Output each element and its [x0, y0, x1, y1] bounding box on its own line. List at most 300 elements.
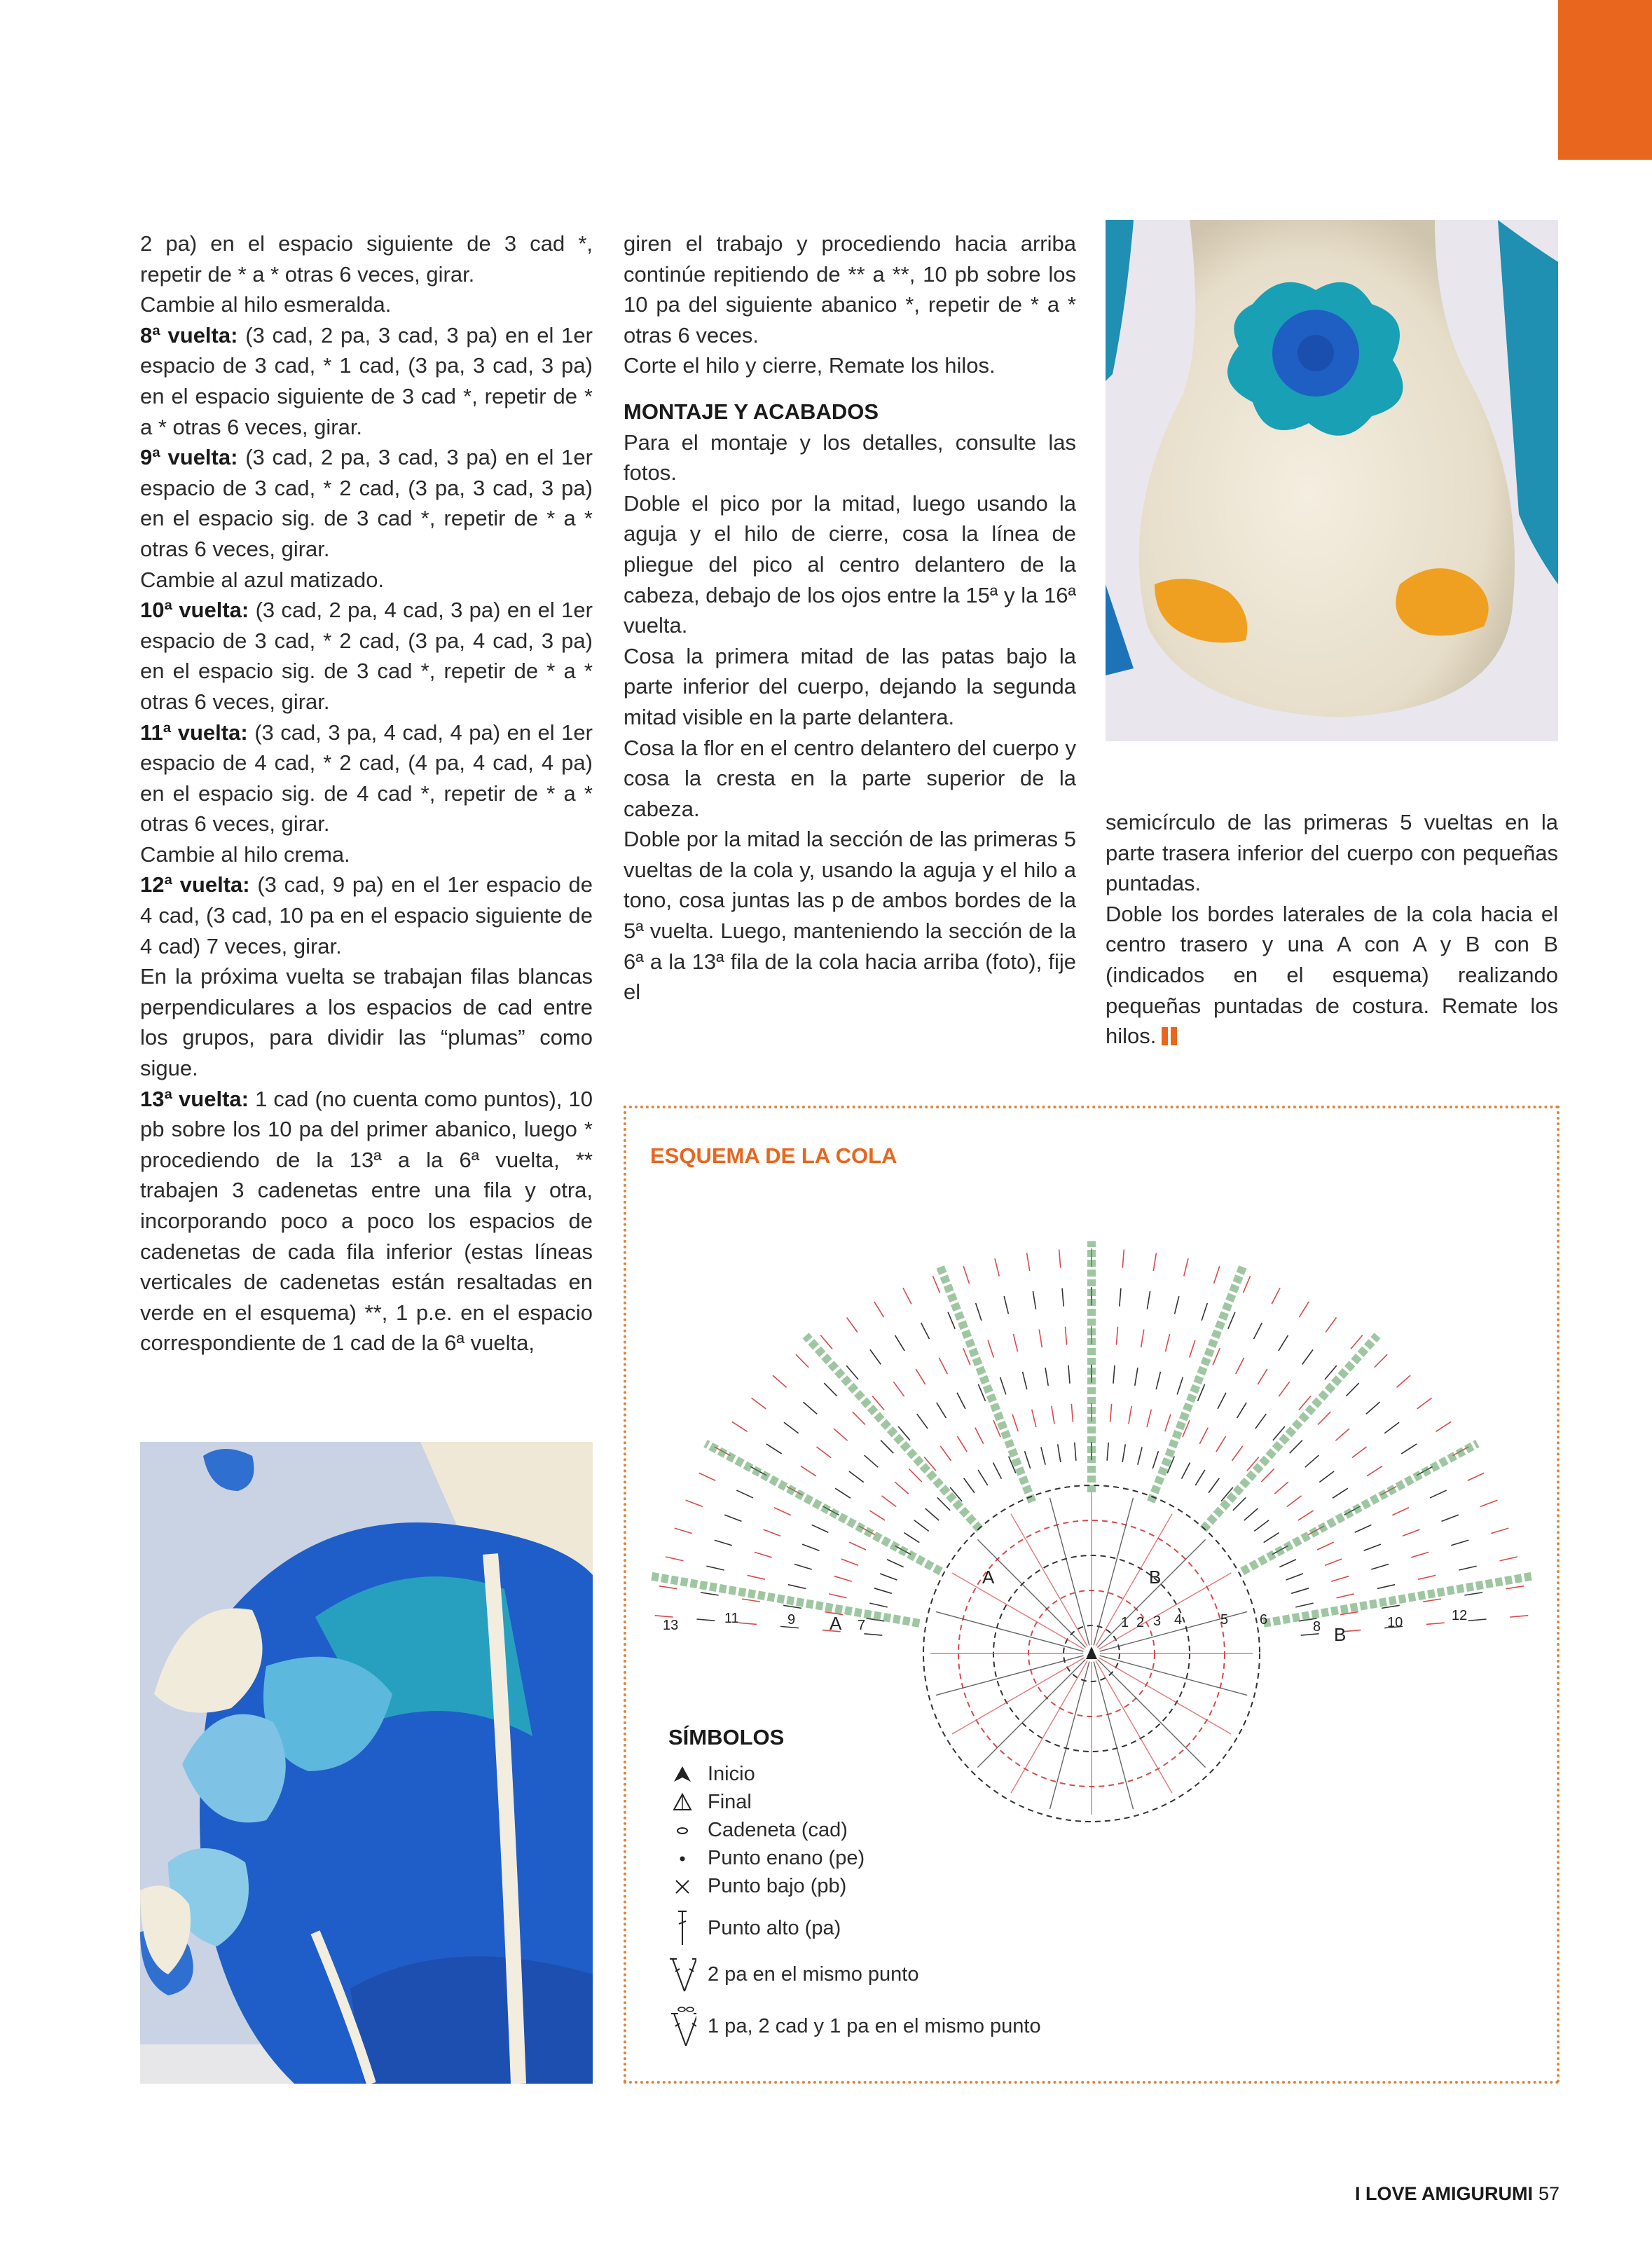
- stitch-mark: [742, 1599, 760, 1602]
- stitch-mark: [1279, 1382, 1289, 1396]
- chart-title: ESQUEMA DE LA COLA: [650, 1143, 897, 1168]
- stitch-mark: [1491, 1528, 1508, 1533]
- stitch-mark: [1004, 1296, 1008, 1314]
- stitch-mark: [921, 1323, 930, 1339]
- stitch-mark: [1401, 1444, 1417, 1454]
- stitch-mark: [824, 1383, 837, 1396]
- paragraph: [140, 961, 593, 1083]
- stitch-mark: [736, 1490, 753, 1498]
- stitch-mark: [869, 1603, 887, 1607]
- stitch-mark: [964, 1478, 975, 1493]
- stitch-mark: [1135, 1368, 1138, 1386]
- stitch-mark: [1468, 1473, 1485, 1480]
- stitch-mark: [706, 1566, 724, 1570]
- stitch-mark: [909, 1469, 921, 1482]
- text-column-1: [140, 228, 593, 1359]
- start-triangle-icon: [1086, 1646, 1097, 1659]
- stitch-mark: [675, 1528, 692, 1533]
- stitch-mark: [1254, 1520, 1269, 1532]
- chain-divider: [1151, 1265, 1244, 1502]
- row-number: 9: [787, 1612, 796, 1628]
- paragraph: [140, 289, 593, 320]
- stitch-mark: [1423, 1599, 1441, 1602]
- stitch-mark: [1331, 1576, 1349, 1581]
- stitch-mark: [874, 1302, 884, 1317]
- paragraph-text: Doble los bordes laterales de la cola hacia el centro trasero y una A con A y B con B (indicados en el esquema) realizando pequeñas puntadas de costura. Remate los hilos.: [1106, 901, 1558, 1049]
- legend-label: Cadeneta (cad): [708, 1818, 848, 1841]
- stitch-mark: [1116, 1327, 1117, 1345]
- stitch-mark: [1351, 1335, 1363, 1349]
- paragraph: [140, 320, 593, 442]
- paragraph-text: (3 cad, 2 pa, 3 cad, 3 pa) en el 1er espacio de 3 cad, * 1 cad, (3 pa, 3 cad, 3 pa) en el espacio siguiente de 3 cad *, repetir de * a * otras 6 veces, girar.: [140, 322, 593, 439]
- double-crochet-icon: [668, 1914, 696, 1942]
- stitch-mark: [1464, 1593, 1482, 1595]
- stitch-mark: [939, 1358, 947, 1374]
- shell-stitch-icon: [668, 2012, 696, 2040]
- stitch-mark: [784, 1422, 799, 1433]
- stitch-mark: [957, 1436, 967, 1452]
- paragraph-text: 1 cad (no cuenta como puntos), 10 pb sobre los 10 pa del primer abanico, luego * procediendo de la 13ª a la 6ª vuelta, ** trabajen 3 cadenetas entre una fila y otra, incorporando poco a poco los espacios de cadenetas de cada fila inferior (estas líneas verticales de cadenetas están resaltadas en verde en el esquema) **, 1 p.e. en el espacio correspondiente de 1 cad de la 6ª vuelta,: [140, 1086, 593, 1356]
- page-footer: [1355, 2183, 1560, 2205]
- stitch-mark: [696, 1619, 715, 1621]
- stitch-mark: [1052, 1406, 1054, 1424]
- stitch-mark: [1232, 1446, 1242, 1461]
- stitch-mark: [1295, 1603, 1313, 1607]
- stitch-mark: [1027, 1253, 1030, 1271]
- stitch-spoke: [936, 1656, 1084, 1695]
- stitch-mark: [1182, 1463, 1190, 1479]
- stitch-mark: [1510, 1616, 1528, 1617]
- legend-item: [668, 1788, 752, 1816]
- stitch-mark: [1375, 1354, 1387, 1367]
- paragraph: giren el trabajo y procediendo hacia arriba continúe repitiendo de ** a **, 10 pb sobre los 10 pa del siguiente abanico *, repetir de * a * otras 6 veces.: [624, 231, 1076, 348]
- legend-item: [668, 1816, 848, 1844]
- stitch-mark: [755, 1552, 772, 1557]
- legend-item: [668, 1914, 841, 1942]
- round-heading: 13ª vuelta:: [140, 1086, 249, 1111]
- stitch-mark: [764, 1529, 780, 1536]
- stitch-mark: [701, 1593, 719, 1595]
- stitch-mark: [1411, 1552, 1429, 1557]
- stitch-mark: [874, 1588, 892, 1593]
- stitch-mark: [788, 1585, 806, 1589]
- stitch-mark: [1318, 1412, 1330, 1424]
- stitch-mark: [880, 1574, 897, 1580]
- stitch-mark: [869, 1511, 885, 1520]
- stitch-mark: [864, 1634, 882, 1635]
- stitch-mark: [1377, 1585, 1395, 1589]
- stitch-mark: [914, 1520, 929, 1532]
- symbols-title: SÍMBOLOS: [668, 1725, 785, 1749]
- stitch-mark: [916, 1369, 925, 1384]
- paragraph-text: Cambie al azul matizado.: [140, 567, 385, 592]
- stitch-mark: [1325, 1559, 1342, 1565]
- paragraph-text: Cambie al hilo crema.: [140, 841, 350, 867]
- stitch-mark: [1305, 1455, 1319, 1467]
- stitch-mark: [774, 1508, 791, 1515]
- stitch-mark: [812, 1525, 829, 1532]
- stitch-mark: [1012, 1414, 1018, 1431]
- page-number: 57: [1538, 2183, 1560, 2204]
- stitch-mark: [1025, 1451, 1031, 1469]
- stitch-mark: [1352, 1447, 1367, 1458]
- join-letter: A: [830, 1613, 842, 1634]
- stitch-mark: [1147, 1410, 1151, 1427]
- stitch-mark: [1418, 1575, 1436, 1579]
- stitch-mark: [659, 1586, 677, 1589]
- stitch-mark: [849, 1471, 864, 1483]
- stitch-mark: [1165, 1334, 1169, 1352]
- photo-tail-closeup: [140, 1442, 593, 2084]
- legend-label: 1 pa, 2 cad y 1 pa en el mismo punto: [708, 2014, 1041, 2037]
- corner-color-tab: [1558, 0, 1652, 160]
- stitch-mark: [802, 1544, 819, 1550]
- stitch-mark: [940, 1446, 951, 1461]
- stitch-mark: [1442, 1515, 1459, 1521]
- stitch-mark: [1335, 1429, 1349, 1440]
- v-stitch-icon: [668, 1960, 696, 1988]
- stitch-mark: [1202, 1303, 1207, 1321]
- stitch-mark: [1243, 1276, 1250, 1293]
- magazine-name: I LOVE AMIGURUMI: [1354, 2183, 1533, 2204]
- stitch-mark: [1337, 1594, 1354, 1598]
- stitch-mark: [1480, 1500, 1497, 1506]
- row-number: 6: [1260, 1612, 1268, 1628]
- stitch-mark: [820, 1335, 832, 1349]
- round-heading: 11ª vuelta:: [140, 720, 248, 745]
- stitch-mark: [834, 1429, 848, 1440]
- stitch-mark: [1209, 1478, 1219, 1493]
- paragraph-text: 2 pa) en el espacio siguiente de 3 cad *, repetir de * a * otras 6 veces, girar.: [140, 231, 593, 287]
- chain-divider: [705, 1443, 941, 1572]
- stitch-mark: [1255, 1414, 1266, 1429]
- stitch-mark: [1299, 1302, 1309, 1317]
- stitch-mark: [903, 1288, 911, 1304]
- stitch-spoke: [1099, 1658, 1231, 1734]
- round-heading: 10ª vuelta:: [140, 598, 249, 623]
- stitch-mark: [1237, 1403, 1247, 1418]
- stitch-mark: [925, 1508, 939, 1520]
- slip-dot-icon: [668, 1844, 696, 1872]
- photo-body-closeup: [1106, 220, 1558, 741]
- stitch-mark: [1258, 1369, 1267, 1384]
- legend-label: Inicio: [708, 1762, 755, 1785]
- legend-label: Punto alto (pa): [708, 1916, 841, 1939]
- stitch-mark: [1468, 1619, 1487, 1621]
- paragraph: [140, 869, 593, 961]
- row-number: 3: [1153, 1614, 1162, 1629]
- stitch-mark: [1264, 1533, 1279, 1543]
- stitch-mark: [1156, 1372, 1160, 1389]
- tail-chart-box: [624, 1106, 1560, 2084]
- base-semicircle: [923, 1485, 1260, 1822]
- stitch-spoke: [952, 1658, 1085, 1734]
- stitch-mark: [804, 1402, 818, 1414]
- stitch-mark: [1403, 1529, 1419, 1536]
- end-mark-icon: [1162, 1027, 1177, 1045]
- stitch-mark: [895, 1335, 905, 1351]
- stitch-mark: [841, 1559, 858, 1565]
- stitch-mark: [1218, 1393, 1226, 1409]
- stitch-mark: [766, 1444, 782, 1454]
- stitch-spoke: [1099, 1573, 1231, 1649]
- paragraph-text: Cambie al hilo esmeralda.: [140, 292, 392, 317]
- stitch-mark: [835, 1488, 851, 1498]
- stitch-mark: [816, 1447, 831, 1458]
- stitch-mark: [937, 1403, 947, 1418]
- stitch-mark: [853, 1412, 865, 1424]
- row-number: 8: [1313, 1619, 1321, 1635]
- row-number: 2: [1136, 1615, 1145, 1630]
- stitch-mark: [1291, 1588, 1309, 1593]
- stitch-mark: [1107, 1443, 1108, 1461]
- stitch-mark: [1459, 1566, 1476, 1570]
- join-letter: B: [1149, 1567, 1162, 1588]
- stitch-mark: [1214, 1266, 1220, 1284]
- paragraph: semicírculo de las primeras 5 vueltas en la parte trasera inferior del cuerpo con pequeñas puntadas.: [1106, 810, 1558, 896]
- paragraph: [140, 1084, 593, 1359]
- stitch-mark: [988, 1340, 993, 1358]
- legend-item: [668, 1760, 755, 1788]
- stitch-mark: [1190, 1340, 1195, 1358]
- start-triangle-icon: [668, 1760, 696, 1788]
- paragraph: Cosa la flor en el centro delantero del cuerpo y cosa la cresta en la parte superior de la cabeza.: [624, 735, 1076, 821]
- legend-item: [668, 2012, 1041, 2040]
- stitch-spoke: [1096, 1660, 1172, 1793]
- stitch-mark: [699, 1473, 716, 1480]
- stitch-mark: [1396, 1375, 1410, 1387]
- stitch-mark: [1286, 1574, 1303, 1580]
- stitch-mark: [1122, 1250, 1124, 1268]
- stitch-mark: [1317, 1542, 1334, 1550]
- stitch-mark: [1298, 1511, 1314, 1520]
- stitch-mark: [666, 1557, 683, 1561]
- stitch-mark: [1253, 1323, 1262, 1339]
- stitch-mark: [948, 1312, 955, 1329]
- stitch-mark: [1175, 1296, 1179, 1314]
- stitch-mark: [917, 1414, 928, 1429]
- row-number: 12: [1452, 1608, 1468, 1623]
- stitch-mark: [904, 1533, 919, 1543]
- stitch-spoke: [1097, 1539, 1205, 1647]
- stitch-mark: [1165, 1414, 1171, 1431]
- stitch-mark: [870, 1349, 881, 1364]
- row-number: 1: [1121, 1615, 1129, 1630]
- stitch-mark: [1199, 1428, 1208, 1444]
- paragraph: Corte el hilo y cierre, Remate los hilos.: [624, 353, 996, 378]
- legend-item: [668, 1844, 865, 1872]
- paragraph-text: En la próxima vuelta se trabajan filas blancas perpendiculares a los espacios de cad entre los grupos, para dividir las “plumas” como sigue.: [140, 964, 593, 1081]
- stitch-mark: [975, 1428, 984, 1444]
- stitch-mark: [1430, 1490, 1447, 1498]
- stitch-mark: [887, 1560, 904, 1567]
- stitch-spoke: [1097, 1659, 1205, 1767]
- stitch-mark: [963, 1266, 969, 1284]
- chain-divider: [1203, 1335, 1377, 1529]
- stitch-mark: [829, 1594, 846, 1598]
- stitch-mark: [732, 1422, 748, 1431]
- stitch-spoke: [952, 1573, 1085, 1649]
- stitch-mark: [1023, 1372, 1027, 1389]
- stitch-mark: [1122, 1444, 1125, 1462]
- stitch-mark: [957, 1393, 965, 1409]
- stitch-mark: [1384, 1422, 1399, 1433]
- stitch-mark: [1426, 1623, 1445, 1624]
- stitch-mark: [1333, 1488, 1348, 1498]
- stitch-mark: [1141, 1330, 1144, 1348]
- stitch-mark: [1153, 1253, 1156, 1271]
- stitch-mark: [1032, 1410, 1036, 1427]
- end-triangle-icon: [668, 1788, 696, 1816]
- stitch-mark: [773, 1375, 787, 1387]
- stitch-mark: [1033, 1291, 1035, 1309]
- paragraph: [140, 442, 593, 564]
- stitch-mark: [1272, 1288, 1280, 1304]
- stitch-mark: [1177, 1377, 1183, 1395]
- chain-divider: [1242, 1443, 1478, 1572]
- stitch-mark: [881, 1440, 893, 1453]
- paragraph: [140, 717, 593, 839]
- chain-divider: [806, 1335, 980, 1529]
- paragraph: Para el montaje y los detalles, consulte las fotos.: [624, 429, 1076, 486]
- paragraph: [140, 595, 593, 717]
- stitch-mark: [796, 1354, 808, 1367]
- legend-label: Punto bajo (pb): [708, 1874, 847, 1897]
- stitch-mark: [1068, 1366, 1070, 1384]
- stitch-mark: [738, 1623, 757, 1624]
- paragraph: Doble el pico por la mitad, luego usando la aguja y el hilo de cierre, cosa la línea de pliegue del pico al centro delantero de la cabeza, debajo de los ojos entre la 15ª y la 16ª vuelta.: [624, 490, 1076, 638]
- tail-illustration: [140, 1442, 593, 2084]
- stitch-mark: [1236, 1358, 1244, 1374]
- stitch-mark: [686, 1500, 703, 1506]
- paragraph: [140, 565, 593, 596]
- legend-item: [668, 1960, 918, 1988]
- legend-label: Final: [708, 1790, 752, 1813]
- stitch-mark: [1216, 1436, 1226, 1452]
- stitch-mark: [895, 1482, 909, 1494]
- row-number: 13: [663, 1618, 679, 1633]
- stitch-mark: [1436, 1422, 1451, 1431]
- stitch-mark: [1184, 1258, 1188, 1276]
- paragraph: Cosa la primera mitad de las patas bajo la parte inferior del cuerpo, dejando la segunda mitad visible en la parte delantera.: [624, 643, 1076, 729]
- paragraph: [140, 839, 593, 870]
- join-letter: A: [982, 1567, 995, 1588]
- stitch-mark: [1261, 1469, 1274, 1482]
- join-letter: B: [1334, 1624, 1347, 1645]
- row-number: 5: [1220, 1612, 1229, 1628]
- stitch-mark: [993, 1463, 1001, 1479]
- stitch-mark: [1113, 1366, 1115, 1384]
- section-title: MONTAJE Y ACABADOS: [624, 399, 879, 424]
- legend-item: [668, 1872, 846, 1900]
- stitch-mark: [1041, 1447, 1045, 1464]
- text-column-2: [624, 228, 1076, 1007]
- stitch-mark: [1244, 1508, 1258, 1520]
- chain-divider: [939, 1265, 1032, 1502]
- stitch-mark: [932, 1276, 939, 1293]
- stitch-mark: [1071, 1404, 1073, 1422]
- text-column-3: [1106, 807, 1558, 1052]
- stitch-mark: [1129, 1406, 1131, 1424]
- round-heading: 8ª vuelta:: [140, 322, 238, 348]
- stitch-mark: [1326, 1317, 1336, 1332]
- stitch-mark: [1039, 1330, 1042, 1348]
- stitch-mark: [1451, 1540, 1468, 1545]
- stitch-mark: [1152, 1451, 1158, 1469]
- stitch-mark: [794, 1564, 812, 1569]
- stitch-mark: [849, 1542, 866, 1550]
- stitch-mark: [1062, 1288, 1064, 1307]
- stitch-mark: [1279, 1335, 1288, 1351]
- stitch-mark: [1417, 1398, 1432, 1409]
- stitch-mark: [893, 1382, 904, 1396]
- paragraph-text: (3 cad, 9 pa) en el 1er espacio de 4 cad, (3 cad, 10 pa en el espacio siguiente de 4 cad) 7 veces, girar.: [140, 872, 593, 958]
- stitch-mark: [748, 1575, 765, 1579]
- stitch-spoke: [1011, 1514, 1087, 1646]
- paragraph: [140, 228, 593, 289]
- stitch-mark: [1045, 1368, 1048, 1386]
- stitch-mark: [1066, 1327, 1067, 1345]
- stitch-mark: [1371, 1564, 1389, 1569]
- stitch-mark: [1500, 1557, 1517, 1561]
- body-illustration: [1106, 220, 1558, 741]
- stitch-mark: [1346, 1383, 1358, 1396]
- paragraph-text: (3 cad, 2 pa, 3 cad, 3 pa) en el 1er espacio de 3 cad, * 2 cad, (3 pa, 3 cad, 3 pa) en el espacio sig. de 3 cad *, repetir de * a * otras 6 veces, girar.: [140, 445, 593, 561]
- stitch-mark: [881, 1496, 896, 1507]
- stitch-mark: [834, 1576, 852, 1581]
- row-number: 10: [1387, 1615, 1403, 1630]
- stitch-mark: [1228, 1312, 1235, 1329]
- paragraph: [1106, 899, 1558, 1052]
- stitch-mark: [978, 1470, 988, 1485]
- round-heading: 9ª vuelta:: [140, 445, 238, 470]
- chain-oval-icon: [668, 1816, 696, 1844]
- round-heading: 12ª vuelta:: [140, 872, 250, 898]
- legend-label: Punto enano (pe): [708, 1846, 865, 1869]
- stitch-spoke: [1011, 1660, 1087, 1793]
- stitch-mark: [1274, 1482, 1288, 1494]
- paragraph-text: (3 cad, 2 pa, 4 cad, 3 pa) en el 1er espacio de 3 cad, * 2 cad, (3 pa, 4 cad, 3 pa) en el espacio sig. de 3 cad *, repetir de * a * otras 6 veces, girar.: [140, 598, 593, 714]
- stitch-mark: [752, 1398, 766, 1409]
- stitch-mark: [1319, 1471, 1334, 1483]
- stitch-mark: [724, 1515, 741, 1521]
- stitch-mark: [847, 1317, 858, 1332]
- stitch-spoke: [977, 1539, 1085, 1647]
- stitch-mark: [1287, 1496, 1302, 1507]
- stitch-mark: [1120, 1288, 1121, 1307]
- stitch-mark: [1279, 1560, 1296, 1567]
- chain-divider: [651, 1576, 919, 1623]
- stitch-spoke: [1100, 1656, 1248, 1695]
- row-number: 4: [1174, 1612, 1183, 1628]
- stitch-mark: [1392, 1508, 1409, 1515]
- stitch-mark: [1290, 1440, 1302, 1453]
- stitch-mark: [995, 1258, 999, 1276]
- row-number: 7: [858, 1618, 866, 1633]
- stitch-mark: [655, 1616, 673, 1617]
- stitch-mark: [1364, 1544, 1381, 1550]
- row-number: 11: [724, 1611, 739, 1626]
- stitch-mark: [1013, 1334, 1017, 1352]
- cross-icon: [668, 1872, 696, 1900]
- stitch-mark: [715, 1540, 732, 1545]
- stitch-mark: [1366, 1402, 1380, 1414]
- stitch-spoke: [977, 1659, 1085, 1767]
- stitch-mark: [1147, 1291, 1150, 1309]
- stitch-mark: [1000, 1377, 1006, 1395]
- stitch-mark: [1367, 1466, 1382, 1476]
- legend-label: 2 pa en el mismo punto: [708, 1962, 919, 1986]
